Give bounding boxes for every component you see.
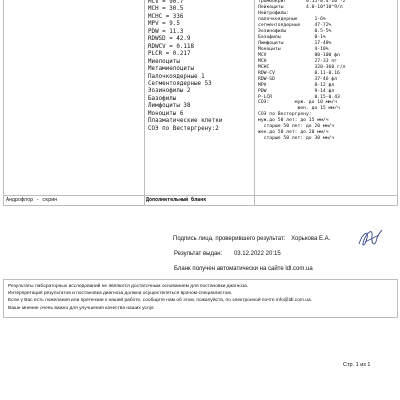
reference-line: PDW 9-14 фл — [258, 88, 335, 94]
results-values-list — [148, 0, 222, 133]
reference-line: RDW-CV 0.11-0.16 — [258, 70, 340, 76]
page-number: Стр. 1 из 1 — [343, 362, 371, 368]
reference-line: сегментоядерные 47-72% — [258, 22, 332, 28]
reference-line: Тромбокрит 0.15-0.4*10^-2 — [258, 0, 346, 4]
reference-line: Моноциты 4-10% — [258, 46, 329, 52]
column-divider — [254, 0, 255, 205]
reference-line: RDW-SD 37-46 фл — [258, 76, 338, 82]
reference-line: жен. до 15 мм/ч — [258, 106, 340, 112]
checked-by-row — [173, 236, 330, 242]
disclaimer-line: Ваше мнение очень важно для улучшения качества наших услуг. — [8, 305, 155, 311]
issued-row — [174, 251, 281, 257]
reference-line: MCH 27-33 пг — [258, 58, 338, 64]
reference-line: Базофилы 0-1% — [258, 34, 326, 40]
row-divider — [4, 195, 397, 196]
checked-by-label: Подпись лица, проверившего результат: — [173, 236, 286, 242]
result-line: Моноциты 6 — [148, 110, 184, 117]
result-line: Лимфоциты 38 — [148, 103, 191, 110]
reference-line: Эозинофилы 0.5-5% — [258, 28, 332, 34]
reference-line: старше 50 лет: до 20 мм/ч — [258, 124, 335, 130]
result-line: PLCR = 0.217 — [148, 51, 191, 58]
reference-ranges-list — [258, 0, 346, 142]
result-line: MPV = 9.5 — [148, 21, 180, 28]
result-line: Миелоциты — [148, 58, 180, 65]
disclaimer-line: Результаты лабораторных исследований не являются достаточным основанием для постановки диагноза. — [8, 284, 249, 289]
received-note: Бланк получен автоматически на сайте ldl.com.ua — [174, 266, 313, 272]
analyzer-label: Андрофлор - скрин — [6, 197, 58, 203]
reference-line: Лейкоциты 4.0-10*10^9/л — [258, 4, 343, 10]
result-line: Эозинофилы 2 — [148, 88, 191, 95]
issued-label: Результат выдан: — [174, 251, 223, 257]
reference-line: палочкоядерные 1-6% — [258, 16, 326, 22]
disclaimer-box — [3, 279, 398, 318]
checked-by-name: Хорькова Е.А. — [291, 236, 331, 242]
reference-line: MPV 8-12 фл — [258, 82, 335, 88]
result-line: RDWCV = 0.118 — [148, 43, 195, 50]
column-divider — [144, 0, 145, 205]
results-table — [3, 0, 398, 206]
additional-form-label: Дополнительный бланк — [146, 197, 207, 203]
reference-line: MCHC 320-360 г/л — [258, 64, 346, 70]
result-line: MCH = 30.5 — [148, 6, 184, 13]
result-line: PDW = 11.3 — [148, 28, 184, 35]
result-line: Сегментоядерные 53 — [148, 80, 212, 87]
disclaimer-line: Интерпретация результатов и постановка диагноза должна осуществляться врачом-специалистом. — [8, 291, 233, 297]
result-line: RDWSD = 42.9 — [148, 36, 191, 43]
reference-line: СОЭ: муж. до 10 мм/ч — [258, 100, 338, 106]
result-line: СОЭ по Вестергрену:2 — [148, 125, 219, 132]
result-line: Метамиелоциты — [148, 66, 195, 73]
reference-line: СОЭ по Вестергрену: — [258, 112, 312, 118]
reference-line: Лимфоциты 17-48% — [258, 40, 332, 46]
result-line: Базофилы — [148, 95, 177, 102]
result-line: Плазматические клетки — [148, 118, 223, 125]
handwritten-signature — [355, 226, 385, 252]
disclaimer-line: Если у Вас есть пожелания или претензии к нашей работе, сообщите нам об этом, пожалуйста, по электронной почте info@ldl.com.ua. — [8, 298, 313, 304]
result-line: Палочкоядерные 1 — [148, 73, 205, 80]
reference-line: MCV 80-100 фл — [258, 52, 340, 58]
reference-line: муж.до 50 лет: до 15 мм/ч — [258, 118, 329, 124]
result-line: MCHC = 336 — [148, 13, 184, 20]
reference-line: P-LCR 0.15-0.43 — [258, 94, 340, 100]
issued-date: 03.12.2022 20:15 — [233, 251, 281, 257]
reference-line: старше 50 лет: до 30 мм/ч — [258, 136, 335, 142]
result-line: MCV = 90.7 — [148, 0, 184, 5]
reference-line: Нейтрофилы: — [258, 10, 290, 16]
reference-line: жен.до 50 лет: до 20 мм/ч — [258, 130, 329, 136]
